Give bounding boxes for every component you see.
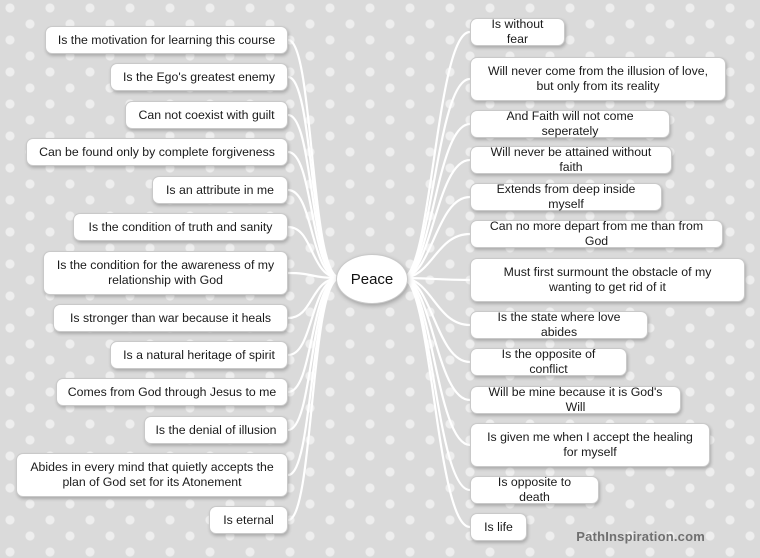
branch-node[interactable] (470, 183, 662, 211)
branch-node[interactable] (470, 423, 710, 467)
branch-node[interactable] (152, 176, 288, 204)
branch-node-label: Is a natural heritage of spirit (123, 347, 275, 362)
branch-node-label: Is life (484, 519, 513, 534)
branch-node[interactable] (470, 258, 745, 302)
branch-node[interactable] (470, 348, 627, 376)
branch-node[interactable] (43, 251, 288, 295)
branch-node[interactable] (470, 18, 565, 46)
branch-node-label: Will never be attained without faith (490, 145, 652, 174)
branch-node-label: Can not coexist with guilt (138, 107, 275, 122)
branch-node-label: Is the state where love abides (497, 310, 621, 339)
branch-node-label: Is an attribute in me (166, 182, 274, 197)
branch-node[interactable] (56, 378, 288, 406)
branch-node[interactable] (110, 63, 288, 91)
branch-node-label: Is the opposite of conflict (501, 347, 596, 376)
branch-node-label: Is the denial of illusion (155, 422, 277, 437)
branch-node-label: Is opposite to death (497, 475, 572, 504)
branch-node-label: Extends from deep inside myself (496, 182, 636, 211)
branch-node[interactable] (110, 341, 288, 369)
branch-node[interactable] (470, 220, 723, 248)
branch-node-label: Is given me when I accept the healing for myself (487, 430, 693, 459)
branch-node[interactable] (125, 101, 288, 129)
branch-node-label: Is without fear (491, 17, 544, 46)
branch-node-label: Comes from God through Jesus to me (67, 384, 277, 399)
watermark: PathInspiration.com (576, 529, 705, 544)
branch-node[interactable] (45, 26, 288, 54)
branch-node-label: Is the condition of truth and sanity (88, 219, 273, 234)
branch-node[interactable] (470, 476, 599, 504)
branch-node-label: Abides in every mind that quietly accepts the plan of God set for its Atonement (30, 460, 274, 489)
branch-node-label: Is the condition for the awareness of my relationship with God (56, 258, 275, 287)
branch-node-label: Is stronger than war because it heals (70, 310, 271, 325)
branch-node[interactable] (470, 386, 681, 414)
central-node-label: Peace (350, 270, 394, 288)
branch-node[interactable] (470, 110, 670, 138)
branch-node-label: Will be mine because it is God's Will (488, 385, 663, 414)
branch-node[interactable] (470, 146, 672, 174)
central-node[interactable] (336, 254, 408, 304)
branch-node-label: Can no more depart from me than from God (489, 219, 704, 248)
branch-node-label: Is eternal (223, 512, 274, 527)
branch-node-label: Is the Ego's greatest enemy (122, 69, 276, 84)
branch-node[interactable] (144, 416, 288, 444)
branch-node-label: Must first surmount the obstacle of my wanting to get rid of it (503, 265, 712, 294)
branch-node-label: Can be found only by complete forgiveness (39, 144, 275, 159)
branch-node[interactable] (470, 311, 648, 339)
branch-node-label: Will never come from the illusion of love, but only from its reality (487, 64, 709, 93)
branch-node[interactable] (53, 304, 288, 332)
branch-node[interactable] (16, 453, 288, 497)
branch-node[interactable] (470, 513, 527, 541)
branch-node-label: Is the motivation for learning this course (57, 32, 276, 47)
branch-node[interactable] (26, 138, 288, 166)
branch-node-label: And Faith will not come seperately (506, 109, 634, 138)
branch-node[interactable] (209, 506, 288, 534)
branch-node[interactable] (470, 57, 726, 101)
branch-node[interactable] (73, 213, 288, 241)
